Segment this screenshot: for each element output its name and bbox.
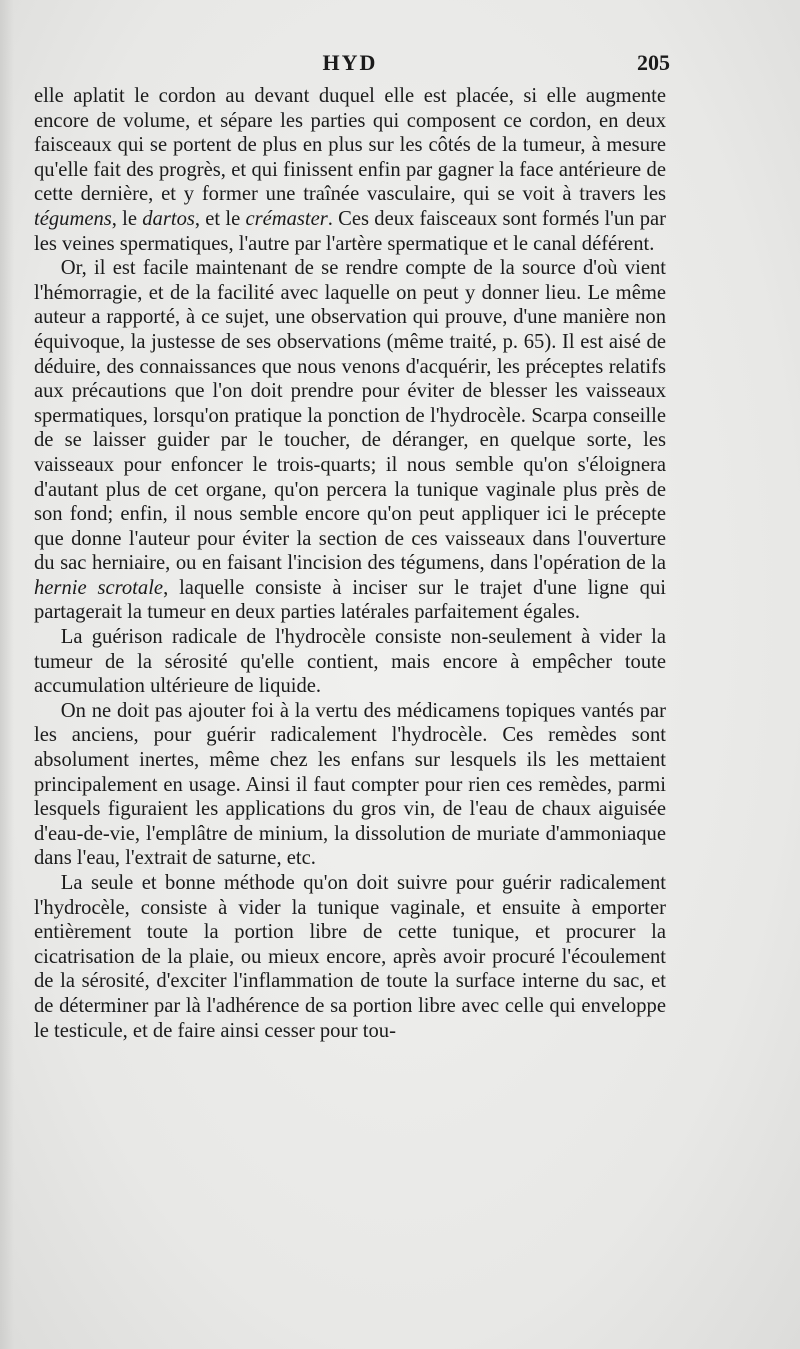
body-text xyxy=(34,84,666,1043)
paragraph-1-text-c: , et le xyxy=(194,207,246,230)
paragraph-2 xyxy=(34,256,666,625)
page-header xyxy=(34,50,670,82)
running-head: HYD xyxy=(322,50,378,75)
term-hernie-scrotale: hernie scrotale xyxy=(34,576,164,599)
paragraph-4: On ne doit pas ajouter foi à la vertu des médicamens topiques vantés par les anciens, pour guérir radicalement l'hydrocèle. Ces remèdes sont absolument inertes, même chez les enfans sur lesquels ils les mettaient principalement en usage. Ainsi il faut compter pour rien ces remèdes, parmi lesquels figuraient les applications du gros vin, de l'eau de chaux aiguisée d'eau-de-vie, l'emplâtre de minium, la dissolution de muriate d'ammoniaque dans l'eau, l'extrait de saturne, etc. xyxy=(34,699,666,870)
paragraph-1-text-a: elle aplatit le cordon au devant duquel elle est placée, si elle augmente encore de volume, et sépare les parties qui composent ce cordon, en deux faisceaux qui se portent de plus en plus sur les côtés de la tumeur, à mesure qu'elle fait des progrès, et qui finissent enfin par gagner la face antérieure de cette dernière, et y former une traînée vasculaire, qui se voit à travers les xyxy=(34,85,666,206)
page-number: 205 xyxy=(637,50,670,75)
paragraph-1-text-d: . Ces deux faisceaux sont formés l'un par les veines spermatiques, l'autre par l'artère spermatique et le canal déférent. xyxy=(34,207,666,255)
term-cremaster: crémaster xyxy=(245,207,328,230)
paragraph-5: La seule et bonne méthode qu'on doit suivre pour guérir radicalement l'hydrocèle, consiste à vider la tunique vaginale, et ensuite à emporter entièrement toute la portion libre de cette tunique, et procurer la cicatrisation de la plaie, ou mieux encore, après avoir procuré l'écoulement de la sérosité, d'exciter l'inflammation de toute la surface interne du sac, et de déterminer par là l'adhérence de sa portion libre avec celle qui enveloppe le testicule, et de faire ainsi cesser pour tou- xyxy=(34,872,666,1042)
term-tegumens: tégumens xyxy=(34,207,112,230)
term-dartos: dartos xyxy=(142,207,195,230)
paragraph-3: La guérison radicale de l'hydrocèle consiste non-seulement à vider la tumeur de la sérosité qu'elle contient, mais encore à empêcher toute accumulation ultérieure de liquide. xyxy=(34,626,666,698)
paragraph-1 xyxy=(34,84,666,256)
page-gutter-shadow xyxy=(0,0,14,1349)
paragraph-2-text-b: , laquelle consiste à inciser sur le trajet d'une ligne qui partagerait la tumeur en deux parties latérales parfaitement égales. xyxy=(34,576,666,624)
paragraph-2-text-a: Or, il est facile maintenant de se rendre compte de la source d'où vient l'hémorragie, et de la facilité avec laquelle on peut y donner lieu. Le même auteur a rapporté, à ce sujet, une observation qui prouve, d'une manière non équivoque, la justesse de ses observations (même traité, p. 65). Il est aisé de déduire, des connaissances que nous venons d'acquérir, les préceptes relatifs aux précautions que l'on doit prendre pour éviter de blesser les vaisseaux spermatiques, lorsqu'on pratique la ponction de l'hydrocèle. Scarpa conseille de se laisser guider par le toucher, de déranger, en quelque sorte, les vaisseaux pour enfoncer le trois-quarts; il nous semble qu'on s'éloignera d'autant plus de cet organe, qu'on percera la tunique vaginale plus près de son fond; enfin, il nous semble encore qu'on peut appliquer ici le précepte que donne l'auteur pour éviter la section de ces vaisseaux dans l'ouverture du sac herniaire, ou en faisant l'incision des tégumens, dans l'opération de la xyxy=(34,257,666,575)
paragraph-1-text-b: , le xyxy=(111,207,143,230)
